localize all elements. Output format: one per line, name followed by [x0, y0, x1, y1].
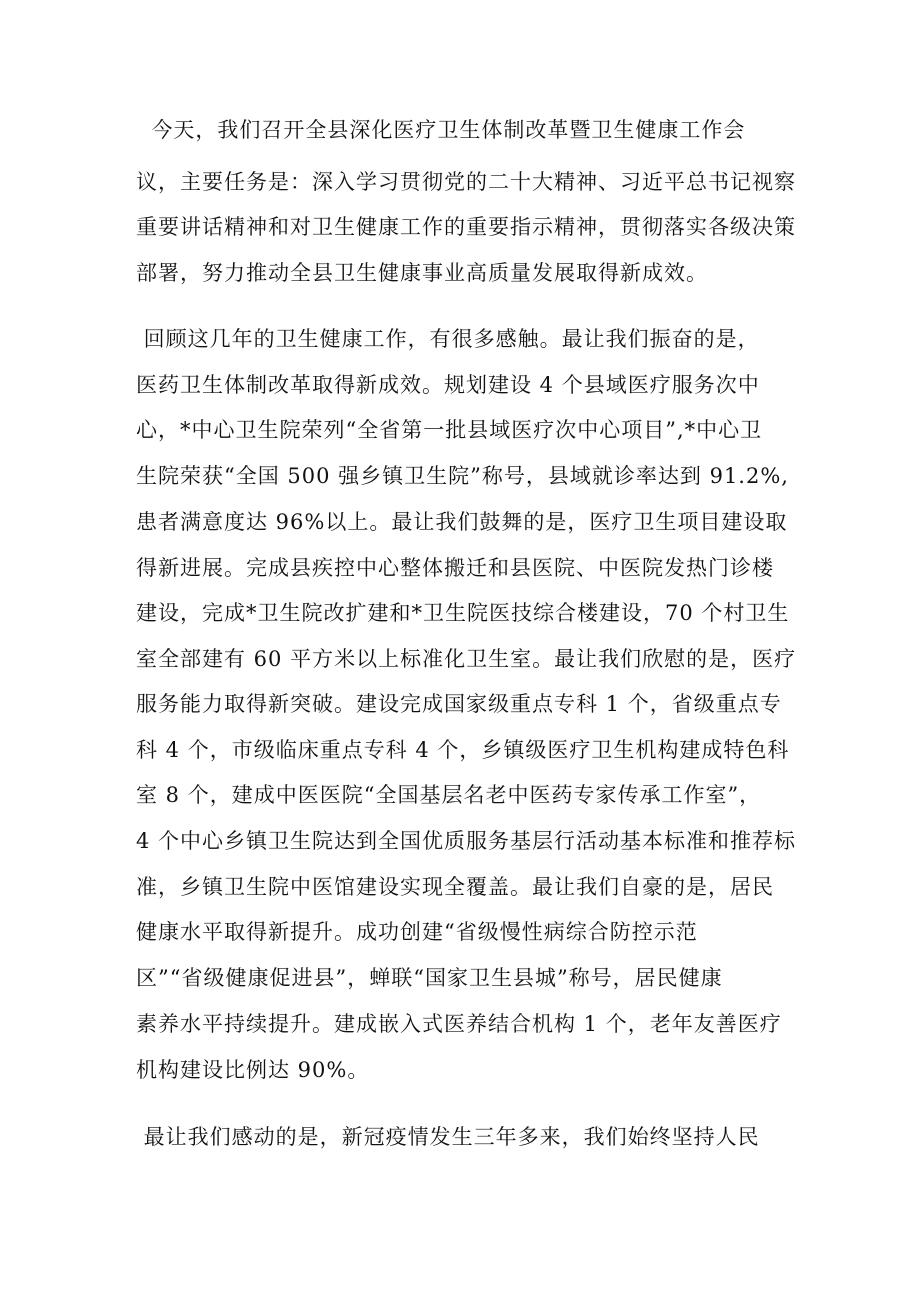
text-line: 得新进展。完成县疾控中心整体搬迁和县医院、中医院发热门诊楼 — [136, 556, 774, 580]
text-line: 今天，我们召开全县深化医疗卫生体制改革暨卫生健康工作会 — [136, 118, 746, 142]
text-line: 回顾这几年的卫生健康工作，有很多感触。最让我们振奋的是， — [136, 327, 760, 351]
text-line: 患者满意度达 96%以上。最让我们鼓舞的是，医疗卫生项目建设取 — [136, 510, 788, 534]
text-line: 建设，完成*卫生院改扩建和*卫生院医技综合楼建设，70 个村卫生 — [136, 601, 790, 625]
text-line: 室全部建有 60 平方米以上标准化卫生室。最让我们欣慰的是，医疗 — [136, 647, 797, 671]
text-line: 室 8 个，建成中医医院“全国基层名老中医药专家传承工作室”， — [136, 783, 762, 807]
text-line: 区”“省级健康促进县”，蝉联“国家卫生县城”称号，居民健康 — [136, 966, 723, 990]
text-line: 4 个中心乡镇卫生院达到全国优质服务基层行活动基本标准和推荐标 — [136, 829, 797, 853]
text-line: 健康水平取得新提升。成功创建“省级慢性病综合防控示范 — [136, 920, 698, 944]
text-line: 议，主要任务是：深入学习贯彻党的二十大精神、习近平总书记视察 — [136, 170, 796, 194]
text-line: 生院荣获“全国 500 强乡镇卫生院”称号，县域就诊率达到 91.2%, — [136, 464, 789, 488]
text-line: 医药卫生体制改革取得新成效。规划建设 4 个县域医疗服务次中 — [136, 373, 760, 397]
text-line: 素养水平持续提升。建成嵌入式医养结合机构 1 个，老年友善医疗 — [136, 1012, 782, 1036]
text-line: 心，*中心卫生院荣列“全省第一批县域医疗次中心项目”,*中心卫 — [136, 418, 763, 442]
text-line: 服务能力取得新突破。建设完成国家级重点专科 1 个，省级重点专 — [136, 692, 782, 716]
text-line: 机构建设比例达 90%。 — [136, 1058, 370, 1082]
text-line: 科 4 个，市级临床重点专科 4 个，乡镇级医疗卫生机构建成特色科 — [136, 738, 790, 762]
text-line: 部署，努力推动全县卫生健康事业高质量发展取得新成效。 — [136, 261, 708, 285]
text-line: 最让我们感动的是，新冠疫情发生三年多来，我们始终坚持人民 — [136, 1125, 760, 1149]
text-line: 准，乡镇卫生院中医馆建设实现全覆盖。最让我们自豪的是，居民 — [136, 875, 774, 899]
text-line: 重要讲话精神和对卫生健康工作的重要指示精神，贯彻落实各级决策 — [136, 215, 796, 239]
